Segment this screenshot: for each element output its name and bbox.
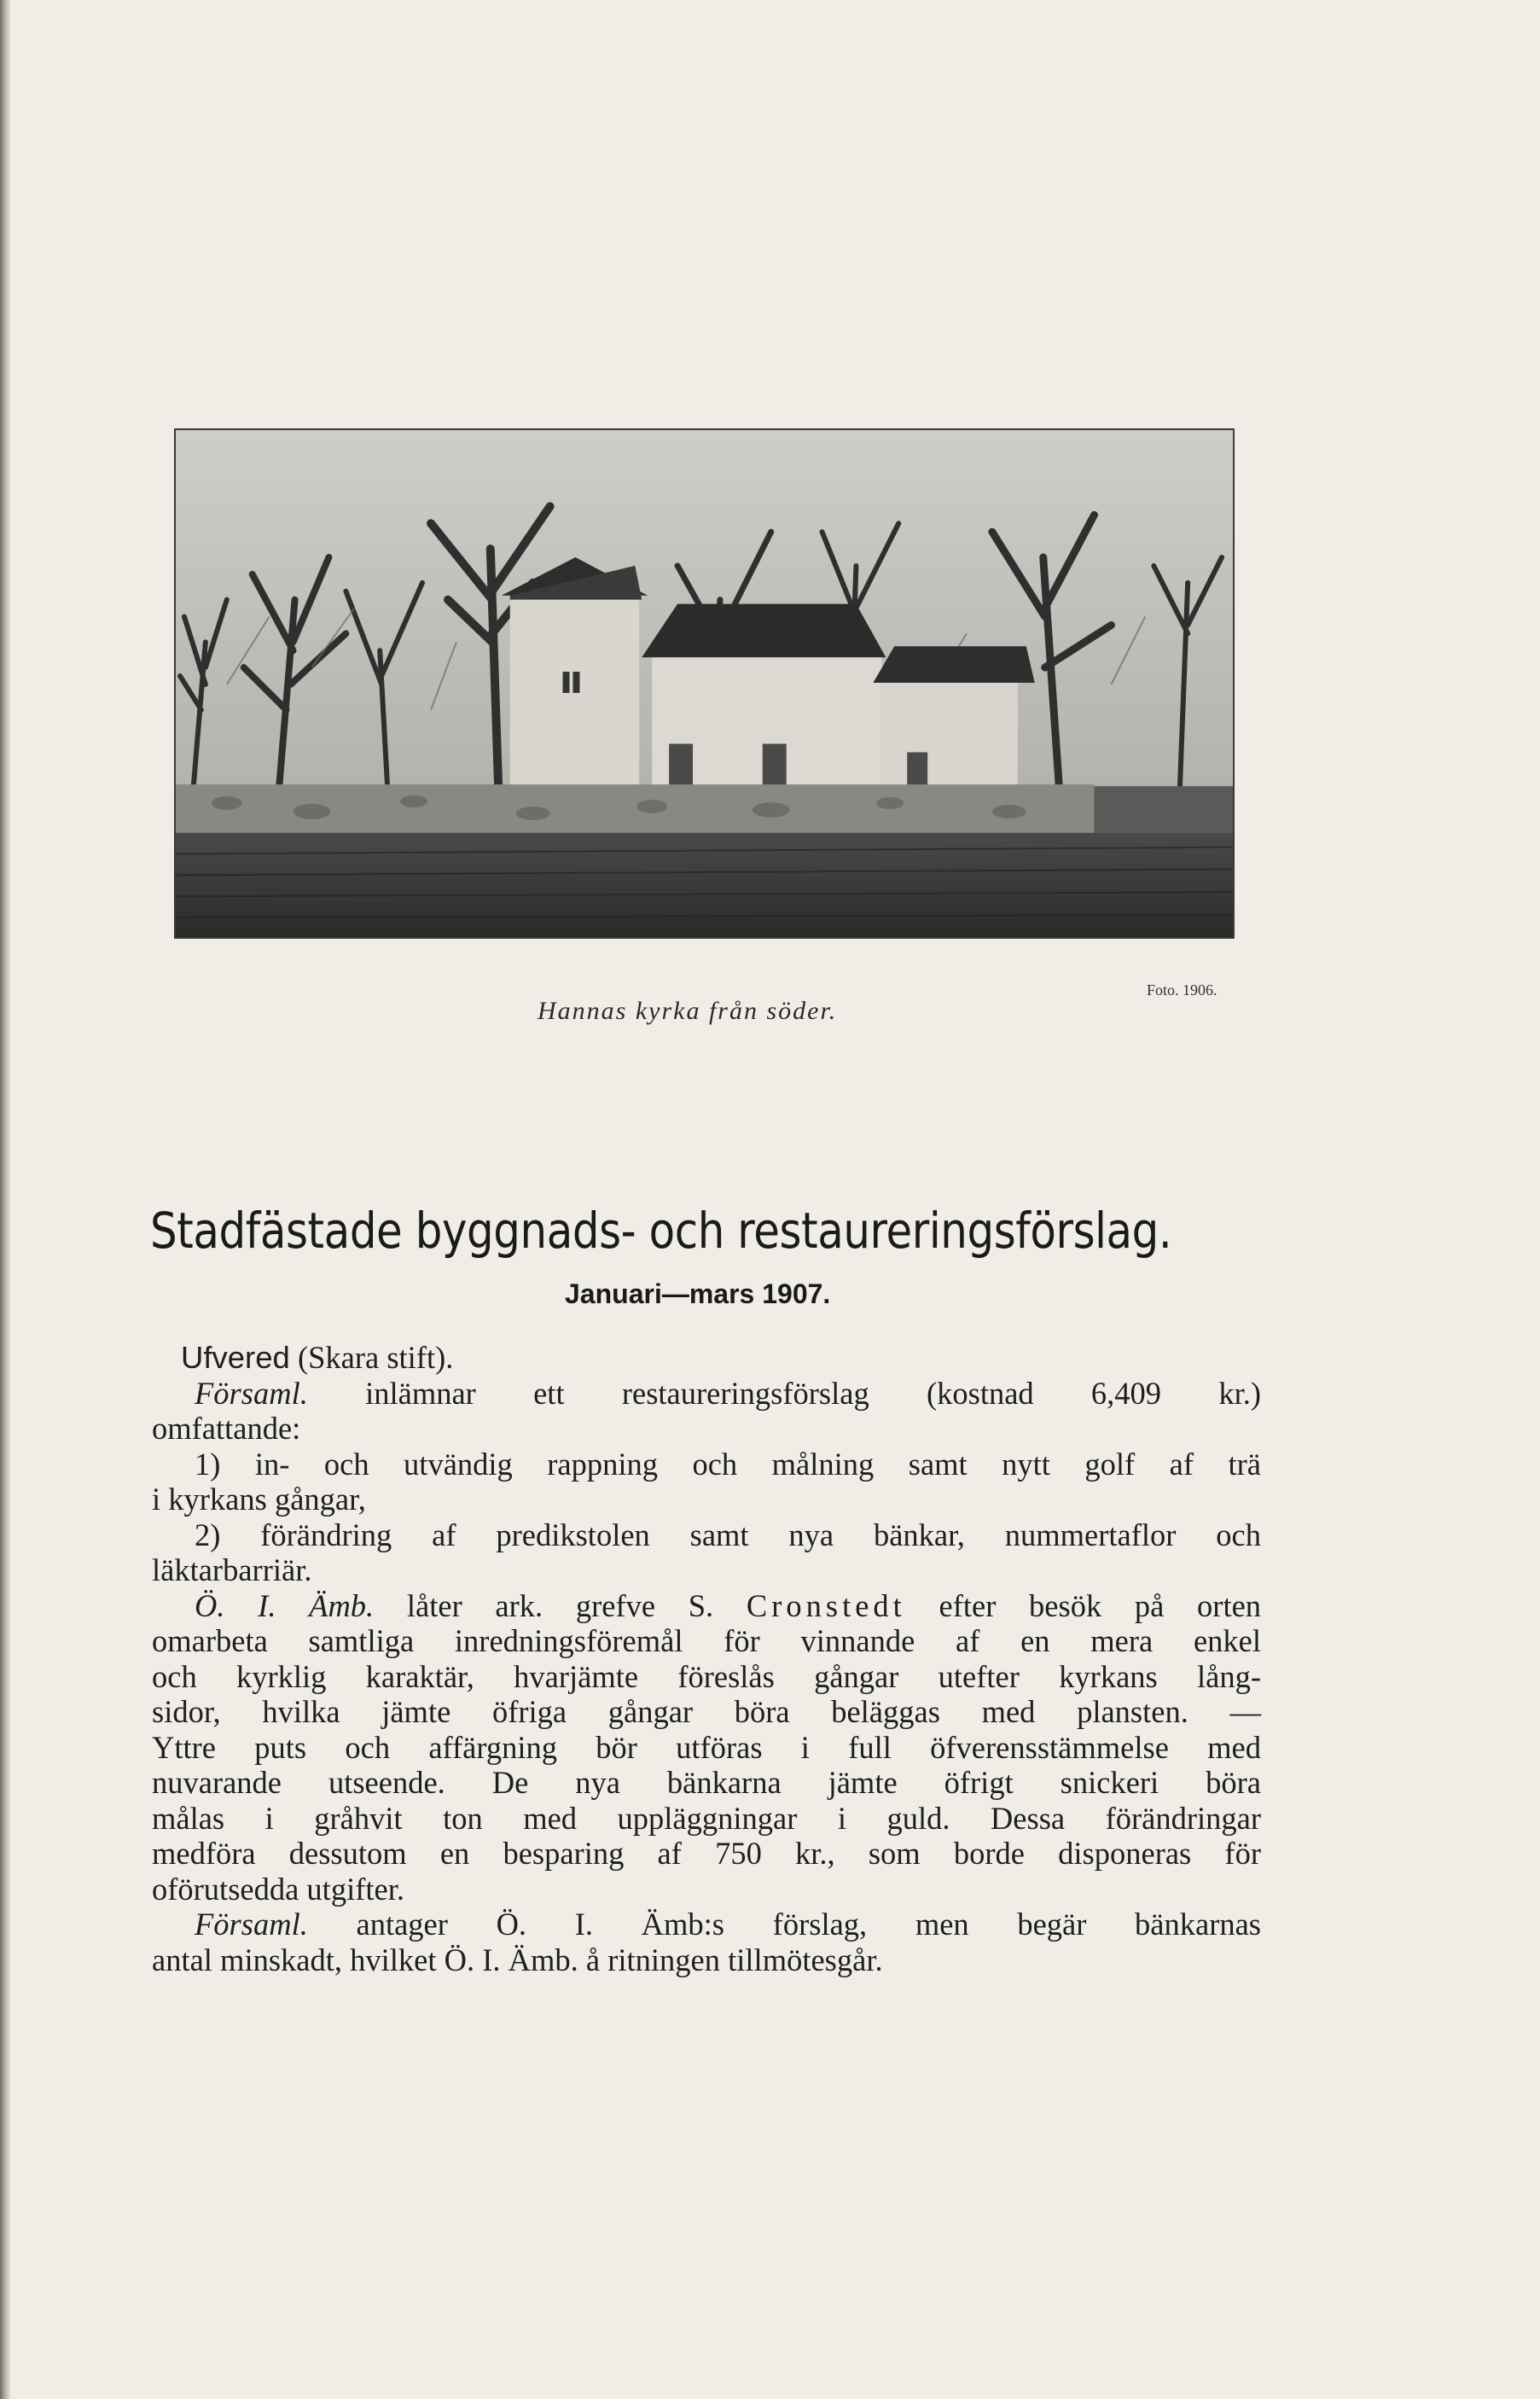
entry-final-text: antager Ö. I. Ämb:s förslag, men begär bänkarnas (356, 1907, 1262, 1942)
entry-item-1b: i kyrkans gångar, (152, 1482, 366, 1517)
entry-paragraph-line: sidor, hvilka jämte öfriga gångar böra beläggas med plansten. — (152, 1694, 1261, 1729)
entry-final-abbr: Församl. (195, 1907, 308, 1942)
entry-line-1 (152, 1376, 1261, 1412)
entry-paragraph-line: målas i gråhvit ton med uppläggningar i guld. Dessa förändringar (152, 1800, 1261, 1836)
entry-amb-line (152, 1588, 1261, 1624)
church-photograph (174, 428, 1235, 939)
section-heading: Stadfästade byggnads- och restaureringsförslag. (150, 1202, 1172, 1260)
entry-body (152, 1340, 1261, 1977)
entry-paragraph-line: och kyrklig karaktär, hvarjämte föreslås gångar utefter kyrkans lång- (152, 1658, 1261, 1694)
entry-final-last: antal minskadt, hvilket Ö. I. Ämb. å ritningen tillmötesgår. (152, 1942, 883, 1977)
entry-paragraph-line: Yttre puts och affärgning bör utföras i full öfverensstämmelse med (152, 1729, 1261, 1765)
entry-final-line (152, 1907, 1261, 1942)
entry-paragraph-last: oförutsedda utgifter. (152, 1871, 404, 1907)
entry-item-1a: 1) in- och utvändig rappning och målning samt nytt golf af trä (195, 1446, 1261, 1482)
entry-place: Ufvered (181, 1340, 290, 1375)
photo-caption: Hannas kyrka från söder. (538, 997, 838, 1025)
photo-credit: Foto. 1906. (1147, 981, 1217, 999)
entry-line-1-abbr: Församl. (195, 1375, 308, 1411)
entry-title-line (152, 1340, 1261, 1376)
church-photo-image (176, 430, 1233, 937)
entry-amb-text-2: efter besök på orten (939, 1587, 1262, 1623)
entry-item-2b: läktarbarriär. (152, 1552, 312, 1587)
entry-amb-text-1: låter ark. grefve S. (406, 1587, 714, 1623)
entry-item-2a: 2) förändring af predikstolen samt nya bänkar, nummertaflor och (195, 1517, 1261, 1552)
entry-paragraph-line: medföra dessutom en besparing af 750 kr., som borde disponeras för (152, 1836, 1261, 1871)
entry-amb-abbr: Ö. I. Ämb. (195, 1587, 375, 1623)
page-binding-edge (0, 0, 10, 2399)
section-subheading: Januari—mars 1907. (565, 1278, 831, 1309)
entry-paragraph-line: nuvarande utseende. De nya bänkarna jämte öfrigt snickeri böra (152, 1765, 1261, 1800)
entry-line-2: omfattande: (152, 1411, 301, 1446)
entry-diocese: (Skara stift). (297, 1340, 454, 1375)
entry-line-1-text: inlämnar ett restaureringsförslag (kostnad 6,409 kr.) (365, 1375, 1261, 1411)
entry-amb-name: Cronstedt (746, 1587, 906, 1623)
entry-paragraph-line: omarbeta samtliga inredningsföremål för vinnande af en mera enkel (152, 1623, 1261, 1658)
